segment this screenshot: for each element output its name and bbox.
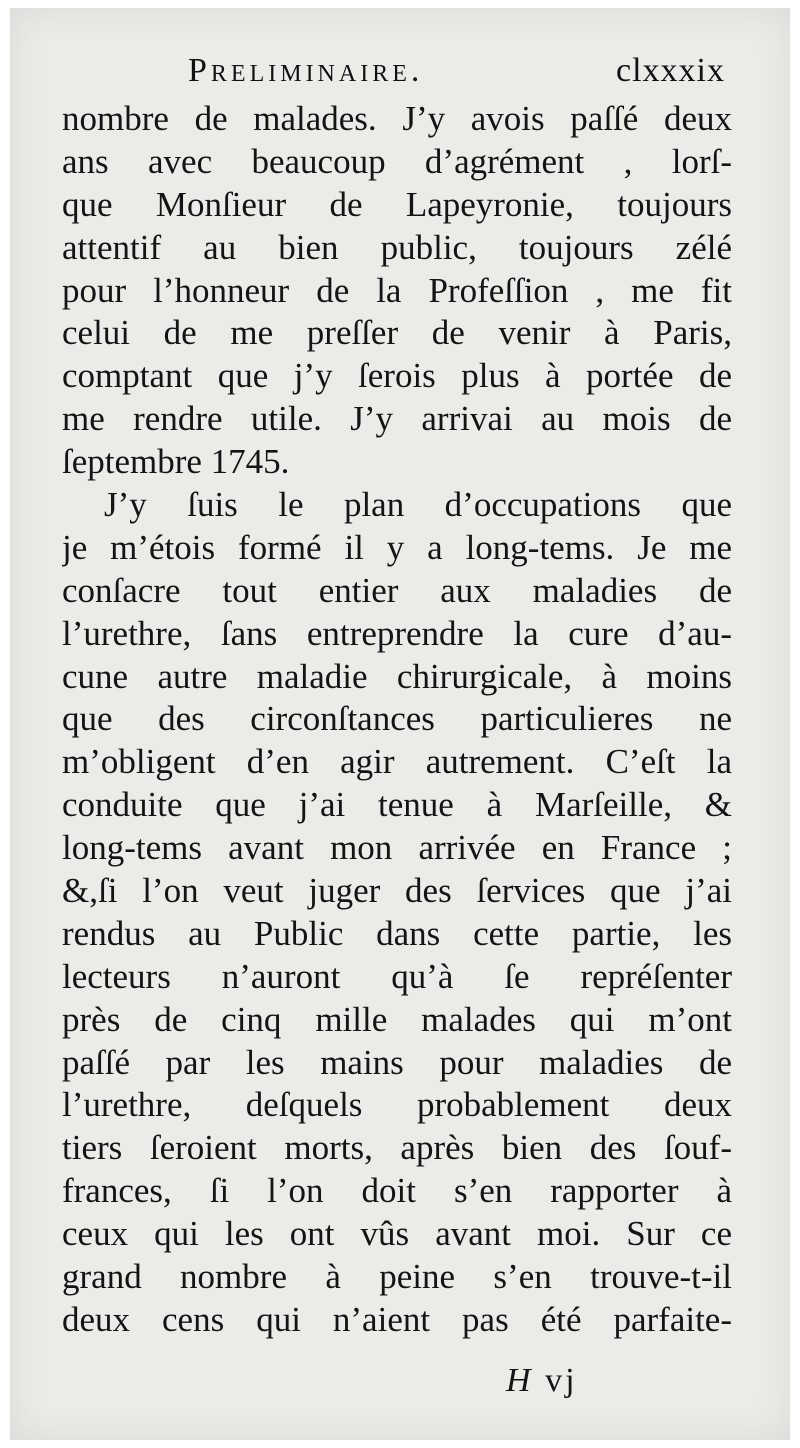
text-line: paſſé par les mains pour maladies de: [62, 1042, 732, 1082]
running-title: Preliminaire.: [188, 52, 424, 89]
text-line: près de cinq mille malades qui m’ont: [62, 999, 732, 1039]
text-line: conduite que j’ai tenue à Marſeille, &: [62, 785, 732, 825]
text-line: grand nombre à peine s’en trouve-t-il: [62, 1257, 732, 1297]
text-line: long-tems avant mon arrivée en France ;: [62, 828, 732, 868]
text-line: celui de me preſſer de venir à Paris,: [62, 313, 732, 353]
text-line: ceux qui les ont vûs avant moi. Sur ce: [62, 1214, 732, 1254]
page-edge: [790, 0, 800, 1448]
text-line: cune autre maladie chirurgicale, à moins: [62, 656, 732, 696]
text-line: nombre de malades. J’y avois paſſé deux: [62, 99, 732, 138]
text-line: l’urethre, ſans entreprendre la cure d’au-: [62, 613, 732, 653]
paragraph-end-line: ſeptembre 1745.: [62, 442, 290, 482]
signature-number: vj: [545, 1362, 578, 1399]
text-line: ans avec beaucoup d’agrément , lorſ-: [62, 141, 732, 181]
text-line: &,ſi l’on veut juger des ſervices que j’ai: [62, 871, 732, 911]
paragraph-start-line: J’y ſuis le plan d’occupations que: [104, 485, 732, 525]
text-line: m’obligent d’en agir autrement. C’eſt la: [62, 742, 732, 782]
text-line: l’urethre, deſquels probablement deux: [62, 1085, 732, 1125]
text-line: me rendre utile. J’y arrivai au mois de: [62, 399, 732, 439]
text-line: frances, ſi l’on doit s’en rapporter à: [62, 1171, 732, 1211]
text-line: comptant que j’y ſerois plus à portée de: [62, 356, 732, 396]
signature-mark: [506, 1362, 578, 1400]
text-line: rendus au Public dans cette partie, les: [62, 913, 732, 953]
page-number: clxxxix: [616, 52, 725, 89]
text-line: pour l’honneur de la Profeſſion , me fit: [62, 270, 732, 310]
text-line: je m’étois formé il y a long-tems. Je me: [62, 527, 732, 567]
text-line: attentif au bien public, toujours zélé: [62, 227, 732, 267]
page-header: [60, 52, 725, 98]
text-line: que des circonſtances particulieres ne: [62, 699, 732, 739]
text-line: lecteurs n’auront qu’à ſe repréſenter: [62, 956, 732, 996]
signature-letter: H: [506, 1362, 534, 1399]
text-line: conſacre tout entier aux maladies de: [62, 570, 732, 610]
text-line: tiers ſeroient morts, après bien des ſouf-: [62, 1128, 732, 1168]
text-line: que Monſieur de Lapeyronie, toujours: [62, 184, 732, 224]
text-line: deux cens qui n’aient pas été parfaite-: [62, 1299, 732, 1339]
body-text: [62, 98, 732, 1342]
